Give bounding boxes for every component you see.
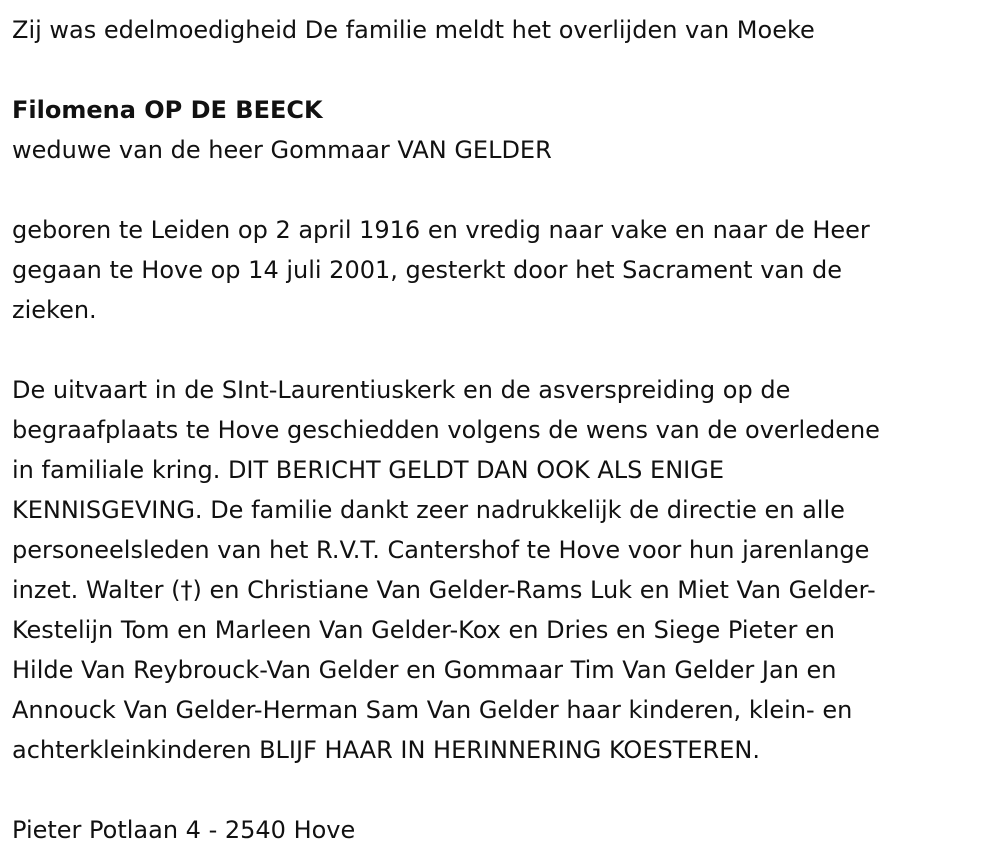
funeral-paragraph [12,370,988,770]
body-line: Hilde Van Reybrouck-Van Gelder en Gommaar Tim Van Gelder Jan en [12,656,837,684]
body-line: Annouck Van Gelder-Herman Sam Van Gelder haar kinderen, klein- en [12,696,853,724]
body-line: personeelsleden van het R.V.T. Cantershof te Hove voor hun jarenlange [12,536,870,564]
deceased-name: Filomena OP DE BEECK [12,96,323,124]
body-line: Kestelijn Tom en Marleen Van Gelder-Kox en Dries en Siege Pieter en [12,616,835,644]
body-line: begraafplaats te Hove geschiedden volgens de wens van de overledene [12,416,880,444]
body-line: KENNISGEVING. De familie dankt zeer nadrukkelijk de directie en alle [12,496,845,524]
body-line: De uitvaart in de SInt-Laurentiuskerk en de asverspreiding op de [12,376,791,404]
birth-death-line: geboren te Leiden op 2 april 1916 en vredig naar vake en naar de Heer [12,216,870,244]
body-line: inzet. Walter (†) en Christiane Van Gelder-Rams Luk en Miet Van Gelder- [12,576,876,604]
body-line: achterkleinkinderen BLIJF HAAR IN HERINNERING KOESTEREN. [12,736,760,764]
spouse-line: weduwe van de heer Gommaar VAN GELDER [12,136,552,164]
spacer [12,770,988,810]
address-line: Pieter Potlaan 4 - 2540 Hove [12,816,356,844]
spacer [12,50,988,90]
spacer [12,170,988,210]
spacer [12,330,988,370]
birth-death-line: gegaan te Hove op 14 juli 2001, gesterkt door het Sacrament van de [12,256,842,284]
intro-line: Zij was edelmoedigheid De familie meldt het overlijden van Moeke [12,16,815,44]
birth-death-line: zieken. [12,296,97,324]
body-line: in familiale kring. DIT BERICHT GELDT DAN OOK ALS ENIGE [12,456,724,484]
birth-death-paragraph [12,210,988,330]
